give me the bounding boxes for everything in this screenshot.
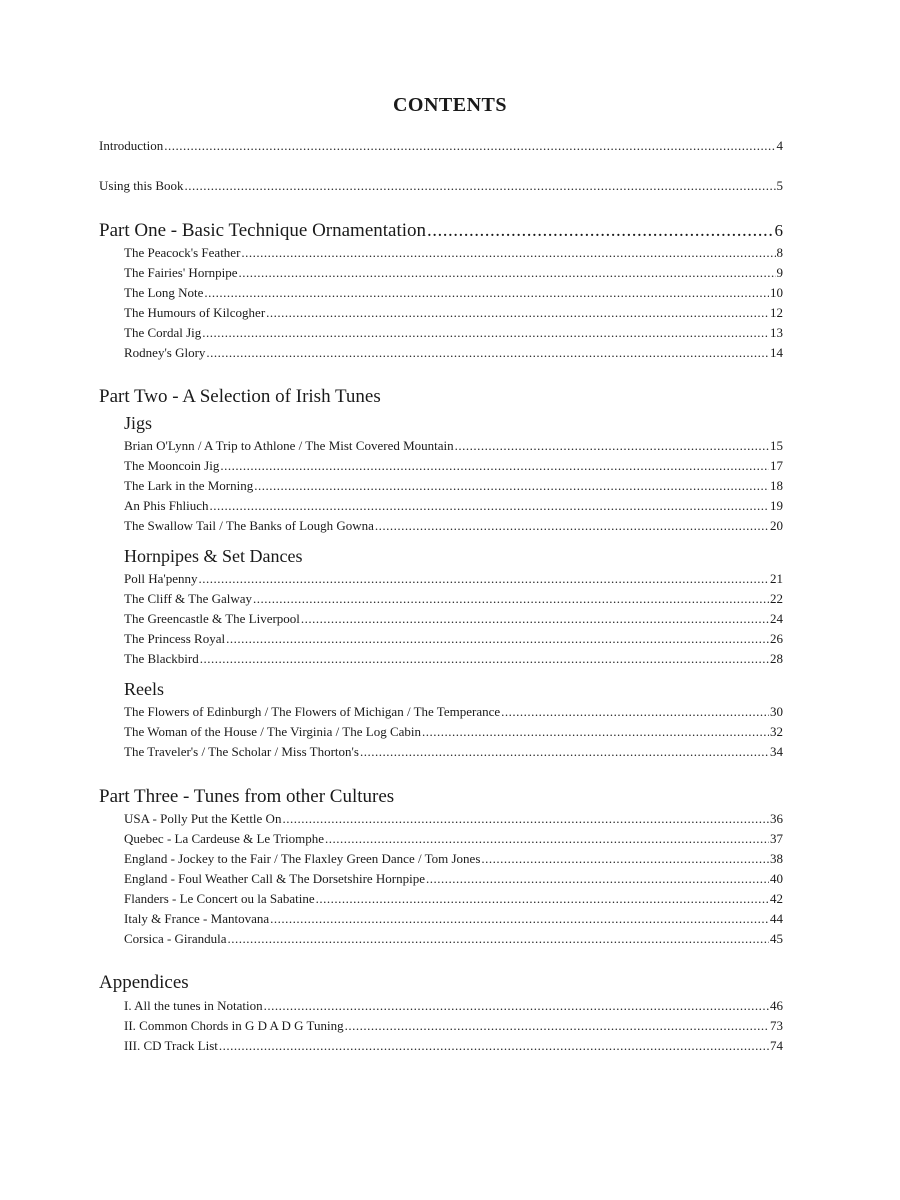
toc-item-page: 14 (770, 345, 783, 360)
toc-item-page: 12 (770, 305, 783, 320)
toc-item-title: The Lark in the Morning (124, 478, 254, 493)
toc-item-page: 34 (770, 744, 783, 759)
leader-dots (427, 220, 773, 242)
leader-dots (204, 285, 769, 301)
toc-item-page: 22 (770, 591, 783, 606)
toc-item[interactable] (124, 325, 783, 341)
toc-item[interactable] (124, 1038, 783, 1054)
toc-entry-page: 6 (774, 221, 783, 240)
toc-item[interactable] (124, 1018, 783, 1034)
toc-item-title: The Traveler's / The Scholar / Miss Thorton's (124, 744, 359, 759)
hornpipes-heading: Hornpipes & Set Dances (124, 546, 303, 566)
toc-item[interactable] (124, 851, 783, 867)
leader-dots (219, 1038, 769, 1054)
toc-item[interactable] (124, 704, 783, 720)
toc-item-page: 38 (770, 851, 783, 866)
toc-item[interactable] (124, 831, 783, 847)
toc-item-page: 20 (770, 518, 783, 533)
toc-entry-title: Using this Book (99, 178, 184, 193)
toc-item[interactable] (124, 245, 783, 261)
toc-item[interactable] (124, 651, 783, 667)
toc-item-title: The Fairies' Hornpipe (124, 265, 238, 280)
toc-item-title: Corsica - Girandula (124, 931, 227, 946)
leader-dots (200, 651, 769, 667)
toc-item-title: The Woman of the House / The Virginia / The Log Cabin (124, 724, 422, 739)
toc-item-page: 74 (770, 1038, 783, 1053)
toc-item-title: The Flowers of Edinburgh / The Flowers of Michigan / The Temperance (124, 704, 501, 719)
toc-item-page: 21 (770, 571, 783, 586)
leader-dots (266, 305, 769, 321)
toc-item[interactable] (124, 591, 783, 607)
leader-dots (239, 265, 776, 281)
toc-item[interactable] (124, 265, 783, 281)
leader-dots (501, 704, 769, 720)
toc-item[interactable] (124, 458, 783, 474)
leader-dots (426, 871, 769, 887)
leader-dots (226, 631, 769, 647)
toc-item[interactable] (124, 891, 783, 907)
toc-item-title: USA - Polly Put the Kettle On (124, 811, 282, 826)
toc-item-page: 32 (770, 724, 783, 739)
leader-dots (254, 478, 769, 494)
toc-item-page: 24 (770, 611, 783, 626)
toc-item-page: 26 (770, 631, 783, 646)
toc-entry-page: 4 (776, 138, 783, 153)
toc-item[interactable] (124, 305, 783, 321)
leader-dots (422, 724, 769, 740)
toc-item-title: The Cordal Jig (124, 325, 202, 340)
toc-item-title: II. Common Chords in G D A D G Tuning (124, 1018, 344, 1033)
reels-heading: Reels (124, 679, 164, 699)
leader-dots (345, 1018, 769, 1034)
toc-item[interactable] (124, 285, 783, 301)
leader-dots (325, 831, 769, 847)
toc-item-title: The Princess Royal (124, 631, 226, 646)
toc-item-page: 28 (770, 651, 783, 666)
toc-item[interactable] (124, 724, 783, 740)
toc-item-title: The Mooncoin Jig (124, 458, 220, 473)
toc-item[interactable] (124, 571, 783, 587)
leader-dots (301, 611, 769, 627)
leader-dots (210, 498, 769, 514)
toc-item-title: An Phis Fhliuch (124, 498, 209, 513)
toc-item-title: The Humours of Kilcogher (124, 305, 266, 320)
toc-item-title: England - Foul Weather Call & The Dorsetshire Hornpipe (124, 871, 426, 886)
leader-dots (375, 518, 769, 534)
leader-dots (481, 851, 769, 867)
toc-item-title: I. All the tunes in Notation (124, 998, 263, 1013)
toc-item-page: 19 (770, 498, 783, 513)
leader-dots (185, 178, 776, 194)
leader-dots (202, 325, 769, 341)
toc-item-page: 9 (776, 265, 783, 280)
toc-item[interactable] (124, 811, 783, 827)
toc-item-page: 8 (776, 245, 783, 260)
leader-dots (228, 931, 769, 947)
leader-dots (360, 744, 769, 760)
toc-item[interactable] (124, 931, 783, 947)
toc-item-title: Brian O'Lynn / A Trip to Athlone / The Mist Covered Mountain (124, 438, 454, 453)
toc-item[interactable] (124, 631, 783, 647)
toc-item[interactable] (124, 518, 783, 534)
toc-item-page: 36 (770, 811, 783, 826)
toc-item-title: Italy & France - Mantovana (124, 911, 270, 926)
toc-item-title: England - Jockey to the Fair / The Flaxley Green Dance / Tom Jones (124, 851, 481, 866)
leader-dots (282, 811, 769, 827)
toc-entry-title: Introduction (99, 138, 164, 153)
jigs-heading: Jigs (124, 413, 153, 433)
toc-item[interactable] (124, 478, 783, 494)
part-three-heading: Part Three - Tunes from other Cultures (99, 786, 395, 807)
leader-dots (270, 911, 769, 927)
toc-item[interactable] (124, 345, 783, 361)
toc-item-title: The Peacock's Feather (124, 245, 241, 260)
toc-item-title: The Blackbird (124, 651, 199, 666)
toc-item-page: 37 (770, 831, 783, 846)
leader-dots (241, 245, 775, 261)
toc-item-page: 45 (770, 931, 783, 946)
toc-item-title: Rodney's Glory (124, 345, 206, 360)
toc-item-page: 15 (770, 438, 783, 453)
toc-entry-part-one[interactable] (99, 220, 783, 242)
part-two-heading: Part Two - A Selection of Irish Tunes (99, 386, 381, 407)
toc-item-title: The Greencastle & The Liverpool (124, 611, 300, 626)
toc-item[interactable] (124, 871, 783, 887)
toc-item-page: 30 (770, 704, 783, 719)
toc-item-title: The Cliff & The Galway (124, 591, 253, 606)
toc-item-page: 46 (770, 998, 783, 1013)
leader-dots (264, 998, 769, 1014)
toc-item-title: Poll Ha'penny (124, 571, 198, 586)
toc-item-page: 18 (770, 478, 783, 493)
toc-entry-using-this-book[interactable] (99, 178, 783, 194)
leader-dots (220, 458, 769, 474)
toc-entry-page: 5 (776, 178, 783, 193)
toc-entry-title: Part One - Basic Technique Ornamentation (99, 220, 427, 241)
leader-dots (316, 891, 769, 907)
toc-item-page: 42 (770, 891, 783, 906)
toc-item[interactable] (124, 611, 783, 627)
toc-item-page: 10 (770, 285, 783, 300)
appendices-heading: Appendices (99, 972, 189, 993)
toc-item[interactable] (124, 998, 783, 1014)
leader-dots (253, 591, 769, 607)
toc-item-title: Flanders - Le Concert ou la Sabatine (124, 891, 315, 906)
leader-dots (198, 571, 769, 587)
toc-entry-introduction[interactable] (99, 138, 783, 154)
toc-item[interactable] (124, 911, 783, 927)
toc-item-page: 13 (770, 325, 783, 340)
toc-item-title: Quebec - La Cardeuse & Le Triomphe (124, 831, 325, 846)
toc-item-page: 44 (770, 911, 783, 926)
toc-item[interactable] (124, 744, 783, 760)
toc-item[interactable] (124, 438, 783, 454)
leader-dots (164, 138, 775, 154)
toc-item-title: III. CD Track List (124, 1038, 218, 1053)
toc-item-title: The Long Note (124, 285, 204, 300)
page-title: CONTENTS (392, 94, 508, 116)
leader-dots (206, 345, 769, 361)
toc-item-page: 73 (770, 1018, 783, 1033)
toc-item[interactable] (124, 498, 783, 514)
leader-dots (455, 438, 769, 454)
toc-item-page: 40 (770, 871, 783, 886)
toc-item-page: 17 (770, 458, 783, 473)
toc-item-title: The Swallow Tail / The Banks of Lough Gowna (124, 518, 374, 533)
